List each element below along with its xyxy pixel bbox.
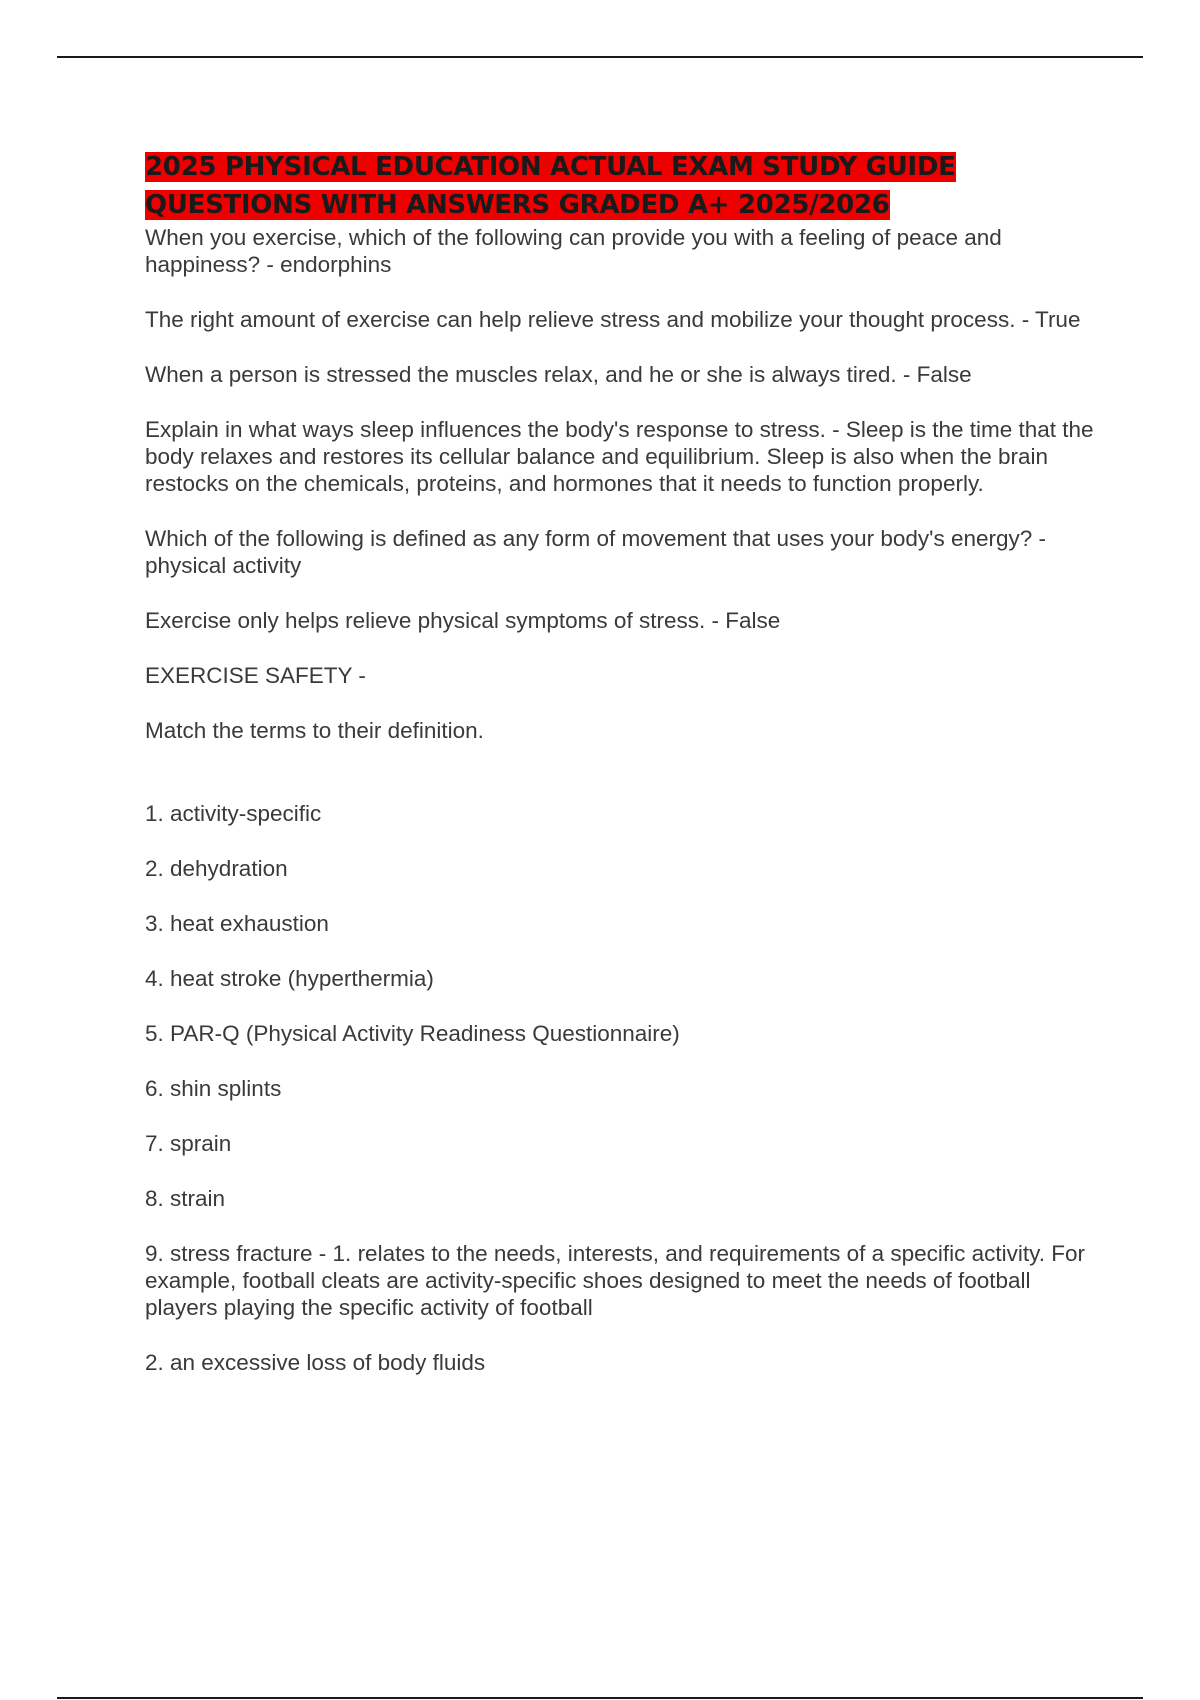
definition-dehydration: 2. an excessive loss of body fluids bbox=[145, 1350, 486, 1375]
document-body bbox=[145, 148, 1095, 1404]
match-instruction: Match the terms to their definition. bbox=[145, 718, 484, 743]
term-activity-specific: 1. activity-specific bbox=[145, 801, 322, 826]
term-strain: 8. strain bbox=[145, 1186, 226, 1211]
title-line-2: QUESTIONS WITH ANSWERS GRADED A+ 2025/2026 bbox=[145, 190, 890, 220]
top-rule bbox=[57, 56, 1143, 58]
document-title bbox=[145, 148, 1095, 224]
term-shin-splints: 6. shin splints bbox=[145, 1076, 282, 1101]
qa-sleep-stress: Explain in what ways sleep influences the body's response to stress. - Sleep is the time that the body relaxes and restores its cellular balance and equilibrium. Sleep is also when the brain restocks on the chemicals, proteins, and hormones that it needs to function properly. bbox=[145, 417, 1094, 496]
qa-endorphins: When you exercise, which of the following can provide you with a feeling of peace and happiness? - endorphins bbox=[145, 225, 1002, 277]
qa-muscles-relax: When a person is stressed the muscles relax, and he or she is always tired. - False bbox=[145, 362, 972, 387]
term-heat-stroke: 4. heat stroke (hyperthermia) bbox=[145, 966, 434, 991]
term-stress-fracture-definitions: 9. stress fracture - 1. relates to the needs, interests, and requirements of a specific activity. For example, football cleats are activity-specific shoes designed to meet the needs of football players playing the specific activity of football bbox=[145, 1241, 1085, 1320]
qa-exercise-symptoms: Exercise only helps relieve physical symptoms of stress. - False bbox=[145, 608, 781, 633]
qa-relieve-stress: The right amount of exercise can help relieve stress and mobilize your thought process. - True bbox=[145, 307, 1081, 332]
term-par-q: 5. PAR-Q (Physical Activity Readiness Questionnaire) bbox=[145, 1021, 680, 1046]
section-heading-exercise-safety: EXERCISE SAFETY - bbox=[145, 663, 366, 688]
qa-physical-activity: Which of the following is defined as any form of movement that uses your body's energy? - physical activity bbox=[145, 526, 1046, 578]
term-sprain: 7. sprain bbox=[145, 1131, 232, 1156]
title-line-1: 2025 PHYSICAL EDUCATION ACTUAL EXAM STUDY GUIDE bbox=[145, 152, 956, 182]
term-dehydration: 2. dehydration bbox=[145, 856, 288, 881]
bottom-rule bbox=[57, 1697, 1143, 1699]
term-heat-exhaustion: 3. heat exhaustion bbox=[145, 911, 329, 936]
